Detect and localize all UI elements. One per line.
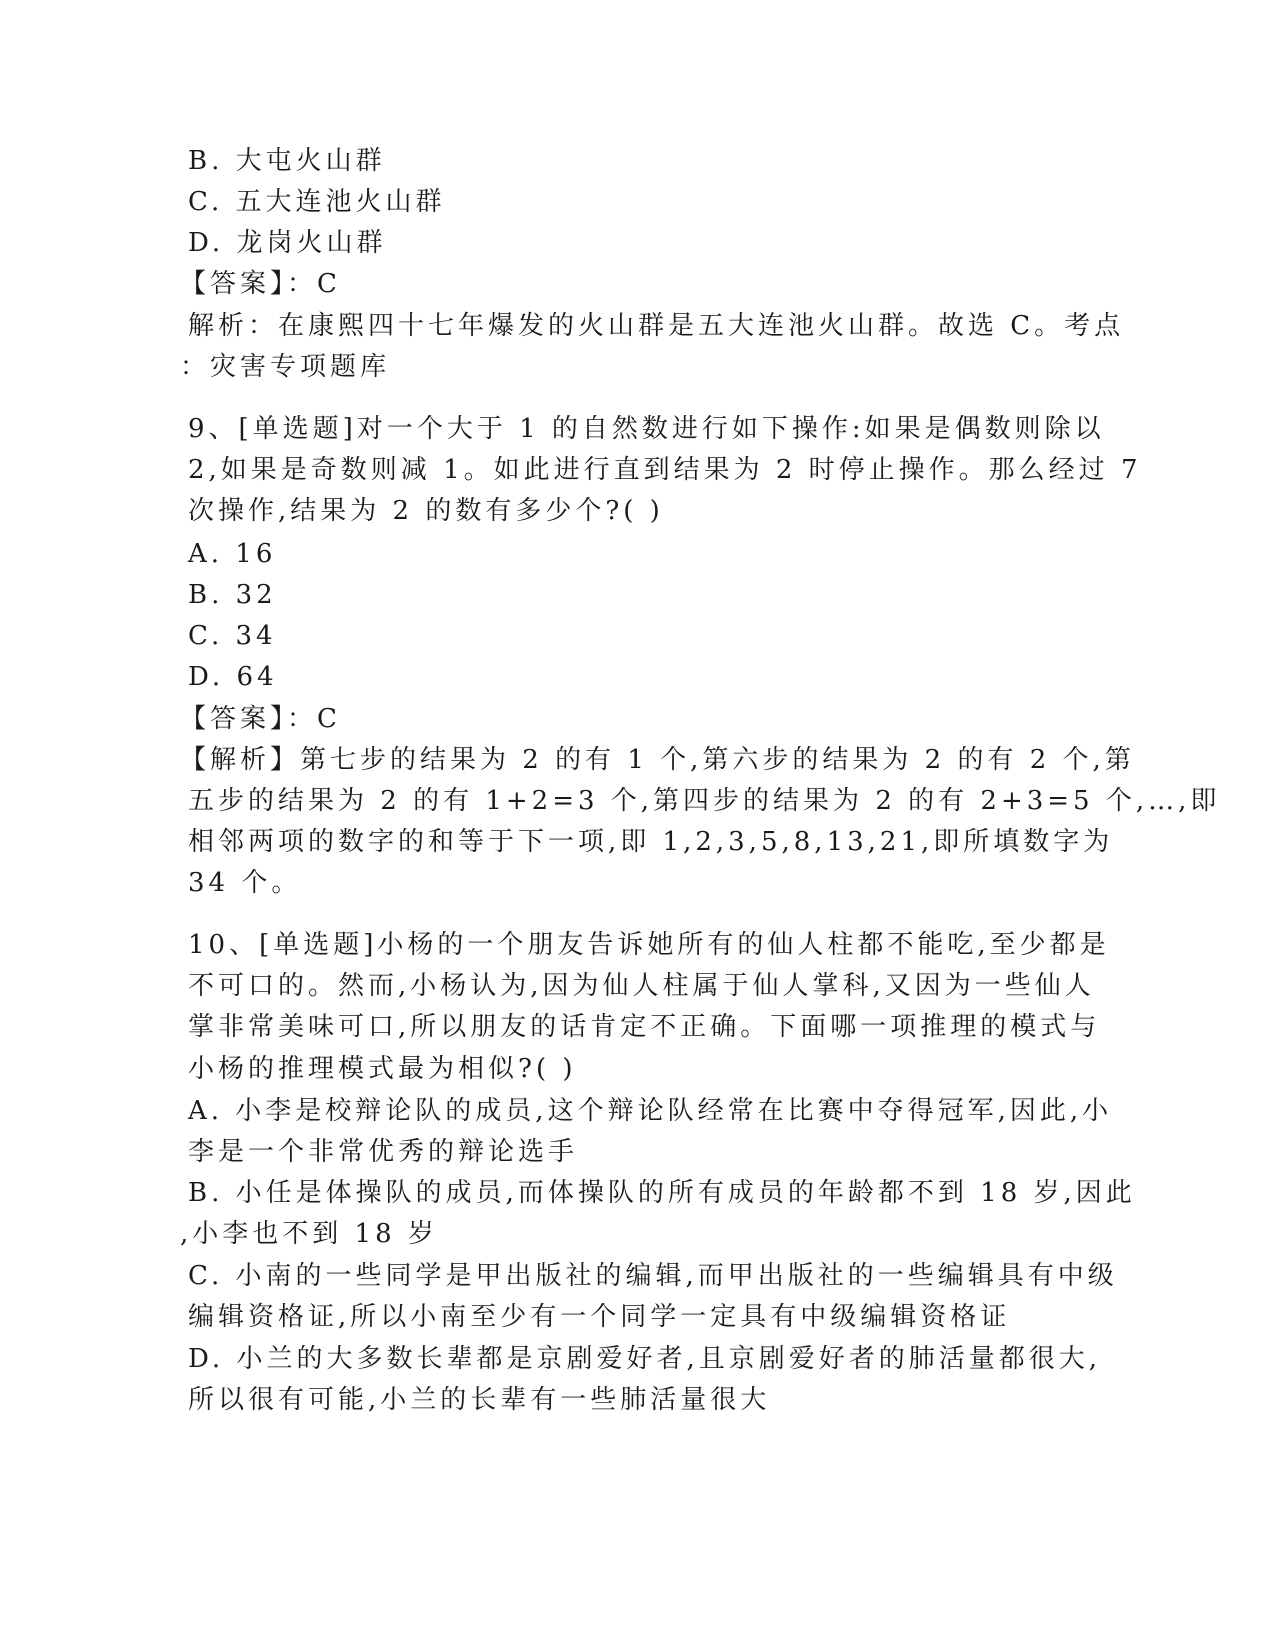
q9-option-d: D. 64 (188, 662, 278, 692)
q10-option-a-line2: 李是一个非常优秀的辩论选手 (188, 1137, 579, 1167)
q10-stem-line2: 不可口的。然而,小杨认为,因为仙人柱属于仙人掌科,又因为一些仙人 (188, 971, 1095, 1001)
q8-answer: 【答案】：C (180, 269, 341, 299)
q10-option-c-line1: C. 小南的一些同学是甲出版社的编辑,而甲出版社的一些编辑具有中级 (188, 1261, 1118, 1291)
q8-option-d: D. 龙岗火山群 (188, 228, 387, 258)
q10-option-d-line1: D. 小兰的大多数长辈都是京剧爱好者,且京剧爱好者的肺活量都很大, (188, 1344, 1101, 1374)
q10-stem-line4: 小杨的推理模式最为相似?( ) (188, 1054, 577, 1084)
q9-stem-line1: 9、[单选题]对一个大于 1 的自然数进行如下操作:如果是偶数则除以 (188, 414, 1105, 444)
q9-analysis-line4: 34 个。 (188, 868, 302, 898)
q9-answer: 【答案】：C (180, 704, 341, 734)
q8-analysis-line2: ：灾害专项题库 (180, 352, 391, 382)
q10-stem-line3: 掌非常美味可口,所以朋友的话肯定不正确。下面哪一项推理的模式与 (188, 1012, 1101, 1042)
q9-stem-line3: 次操作,结果为 2 的数有多少个?( ) (188, 496, 664, 526)
q9-analysis-line3: 相邻两项的数字的和等于下一项,即 1,2,3,5,8,13,21,即所填数字为 (188, 827, 1114, 857)
q10-option-a-line1: A. 小李是校辩论队的成员,这个辩论队经常在比赛中夺得冠军,因此,小 (188, 1096, 1113, 1126)
q10-option-b-line1: B. 小任是体操队的成员,而体操队的所有成员的年龄都不到 18 岁,因此 (188, 1178, 1136, 1208)
q9-option-c: C. 34 (188, 621, 277, 651)
q10-option-c-line2: 编辑资格证,所以小南至少有一个同学一定具有中级编辑资格证 (188, 1302, 1011, 1332)
q9-stem-line2: 2,如果是奇数则减 1。如此进行直到结果为 2 时停止操作。那么经过 7 (188, 455, 1142, 485)
q10-stem-line1: 10、[单选题]小杨的一个朋友告诉她所有的仙人柱都不能吃,至少都是 (188, 930, 1110, 960)
q10-option-b-line2: ,小李也不到 18 岁 (180, 1219, 438, 1249)
q9-option-b: B. 32 (188, 580, 277, 610)
q8-option-b: B. 大屯火山群 (188, 146, 386, 176)
q10-option-d-line2: 所以很有可能,小兰的长辈有一些肺活量很大 (188, 1385, 771, 1415)
q9-option-a: A. 16 (188, 539, 277, 569)
q8-analysis-line1: 解析：在康熙四十七年爆发的火山群是五大连池火山群。故选 C。考点 (188, 311, 1125, 341)
q9-analysis-line1: 【解析】第七步的结果为 2 的有 1 个,第六步的结果为 2 的有 2 个,第 (180, 745, 1135, 775)
q9-analysis-line2: 五步的结果为 2 的有 1+2=3 个,第四步的结果为 2 的有 2+3=5 个,…,即 (188, 786, 1221, 816)
q8-option-c: C. 五大连池火山群 (188, 187, 446, 217)
